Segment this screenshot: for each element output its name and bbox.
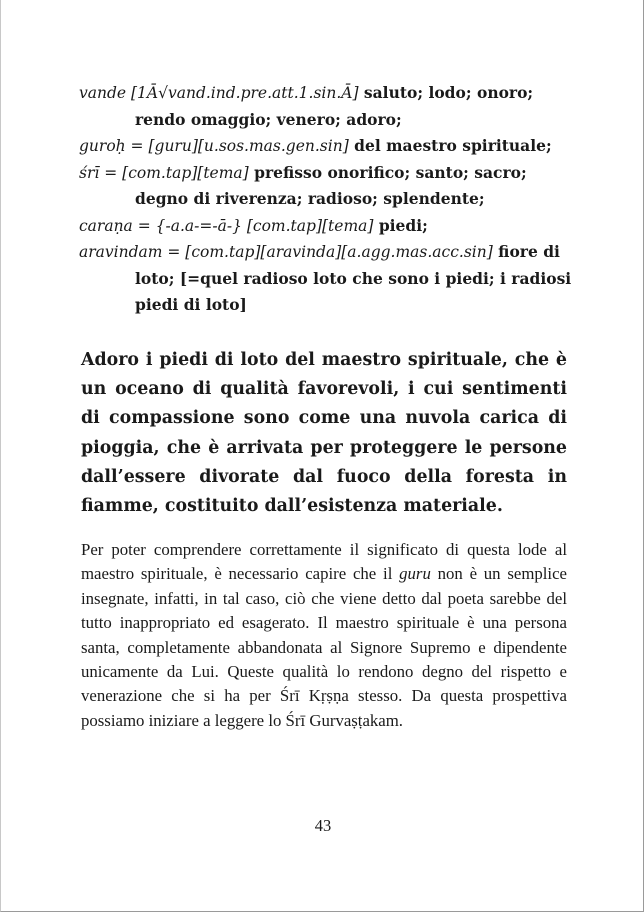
glossary-term: guroḥ = [guru][u.sos.mas.gen.sin] (79, 137, 349, 155)
glossary-entry (79, 239, 579, 319)
glossary-definition: del maestro spirituale; (348, 136, 552, 155)
glossary-definition: saluto; lodo; onoro; (358, 83, 534, 102)
glossary-definition: fiore di (492, 242, 560, 261)
glossary-definition-continuation: degno di riverenza; radioso; splendente; (135, 189, 485, 208)
word-for-word-glossary (79, 80, 579, 319)
glossary-entry (79, 80, 579, 133)
glossary-term: caraṇa = {-a.a-=-ā-} [com.tap][tema] (79, 216, 374, 235)
commentary-text: non è un semplice insegnate, infatti, in tal caso, ciò che viene detto dal poeta sarebbe del tutto inappropriato ed esagerato. Il maestro spirituale è una persona santa, completamente abbandonata al Signore Supremo e dipendente unicamente da Lui. Queste qualità lo rendono degno del rispetto e venerazione che si ha per Śrī Kṛṣṇa stesso. Da questa prospettiva possiamo iniziare a leggere lo Śrī Gurvaṣṭakam. (81, 564, 567, 730)
glossary-definition-continuation: rendo omaggio; venero; adoro; (135, 109, 402, 129)
glossary-definition: prefisso onorifico; santo; sacro; (248, 162, 527, 182)
glossary-term: vande [1Ā√vand.ind.pre.att.1.sin.Ā] (79, 84, 359, 102)
commentary-text: Per poter comprendere correttamente il significato di questa lode al maestro spirituale, è necessario capire che il (81, 540, 567, 584)
glossary-term: aravindam = [com.tap][aravinda][a.agg.mas.acc.sin] (79, 243, 493, 261)
commentary-italic-term: guru (399, 564, 431, 584)
glossary-term: śrī = [com.tap][tema] (79, 163, 249, 182)
glossary-entry (79, 213, 579, 240)
glossary-entry (79, 133, 579, 160)
verse-translation: Adoro i piedi di loto del maestro spirituale, che è un oceano di qualità favorevoli, i cui sentimenti di compassione sono come una nuvola carica di pioggia, che è arrivata per proteggere le persone dall’essere divorate dal fuoco della foresta in fiamme, costituito dall’esistenza materiale. (81, 350, 567, 517)
glossary-definition-continuation: loto; [=quel radioso loto che sono i piedi; i radiosi piedi di loto] (135, 268, 572, 314)
glossary-entry (79, 160, 579, 213)
glossary-definition: piedi; (373, 215, 428, 235)
commentary-paragraph (81, 538, 567, 733)
page-number: 43 (314, 816, 332, 835)
